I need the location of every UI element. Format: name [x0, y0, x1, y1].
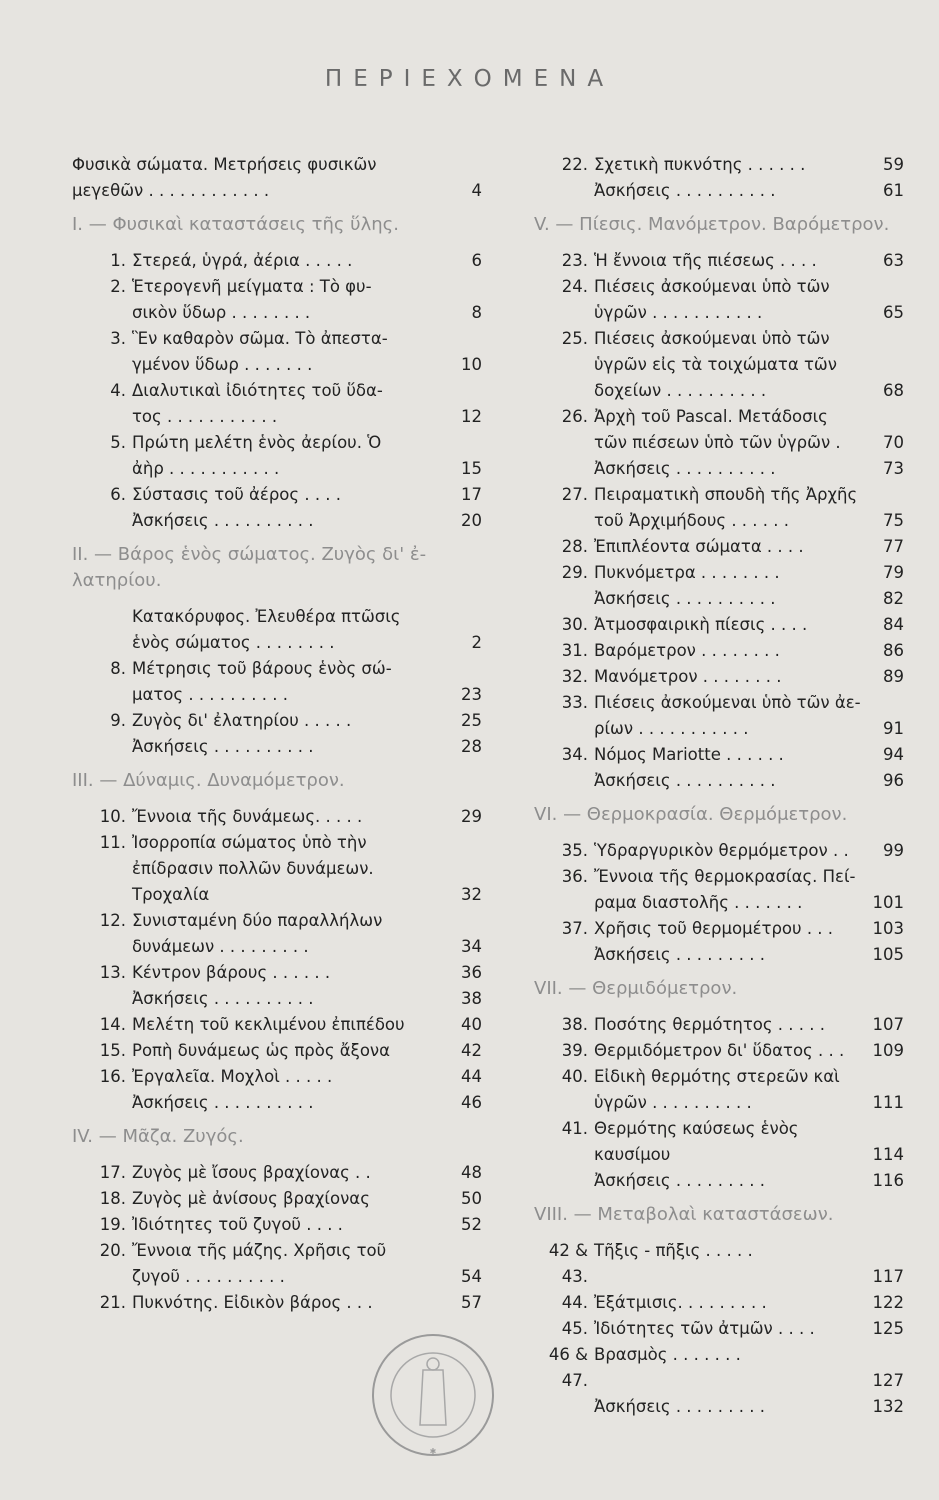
- entry-page-number: 38: [461, 989, 482, 1008]
- section-heading: II. — Βάρος ἑνὸς σώματος. Ζυγὸς δι' ἐ- λατηρίου.: [72, 544, 427, 591]
- entry-number: 10.: [99, 807, 126, 826]
- entry-title: Πιέσεις ἀσκούμεναι ὑπὸ τῶν ὑγρῶν εἰς τὰ τοιχώματα τῶν δοχείων . . . . . . . . . .: [594, 329, 837, 400]
- entry-title: Ἔννοια τῆς μάζης. Χρῆσις τοῦ ζυγοῦ . . . . . . . . . .: [132, 1241, 387, 1286]
- entry-number: 42 & 43.: [548, 1241, 588, 1286]
- toc-entry: [534, 1316, 904, 1342]
- entry-page-number: 70: [883, 433, 904, 452]
- entry-title: Ἰσορροπία σώματος ὑπὸ τὴν ἐπίδρασιν πολλῶν δυνάμεων. Τροχαλία: [132, 833, 374, 904]
- entry-page-number: 91: [883, 719, 904, 738]
- entry-title: Ἀσκήσεις . . . . . . . . . .: [594, 181, 776, 200]
- entry-title: Ἰδιότητες τοῦ ζυγοῦ . . . .: [132, 1215, 343, 1234]
- entry-number: 34.: [561, 745, 588, 764]
- entry-page-number: 86: [883, 641, 904, 660]
- entry-number: [72, 734, 132, 760]
- entry-page-number: 42: [461, 1041, 482, 1060]
- entry-page-number: 50: [461, 1189, 482, 1208]
- entry-title: Σχετικὴ πυκνότης . . . . . .: [594, 155, 806, 174]
- toc-entry: [72, 830, 482, 908]
- entry-number: 8.: [110, 659, 126, 678]
- entry-page-number: 17: [461, 485, 482, 504]
- entry-number: 28.: [561, 537, 588, 556]
- entry-number: 18.: [99, 1189, 126, 1208]
- toc-entry: [72, 152, 482, 204]
- entry-title: Ἰδιότητες τῶν ἀτμῶν . . . .: [594, 1319, 815, 1338]
- toc-entry: [534, 1038, 904, 1064]
- entry-number: [534, 942, 594, 968]
- toc-entry: [534, 1238, 904, 1290]
- entry-title: Ἀσκήσεις . . . . . . . . .: [594, 945, 765, 964]
- entry-title: Εἰδικὴ θερμότης στερεῶν καὶ ὑγρῶν . . . . . . . . . .: [594, 1067, 840, 1112]
- entry-number: 16.: [99, 1067, 126, 1086]
- entry-title: Διαλυτικαὶ ἰδιότητες τοῦ ὕδα- τος . . . . . . . . . . .: [132, 381, 383, 426]
- entry-page-number: 10: [461, 355, 482, 374]
- toc-entry: [534, 942, 904, 968]
- entry-title: Ἀσκήσεις . . . . . . . . . .: [132, 737, 314, 756]
- entry-page-number: 73: [883, 459, 904, 478]
- entry-number: 13.: [99, 963, 126, 982]
- toc-entry: [534, 152, 904, 178]
- entry-page-number: 107: [872, 1015, 904, 1034]
- toc-entry: [72, 986, 482, 1012]
- entry-page-number: 77: [883, 537, 904, 556]
- entry-page-number: 29: [461, 807, 482, 826]
- toc-entry: [72, 1090, 482, 1116]
- entry-title: Πυκνότης. Εἰδικὸν βάρος . . .: [132, 1293, 373, 1312]
- entry-number: [534, 178, 594, 204]
- toc-entry: [72, 656, 482, 708]
- page-title: ΠΕΡΙΕΧΟΜΕΝΑ: [324, 66, 615, 92]
- entry-number: 24.: [561, 277, 588, 296]
- toc-entry: [534, 690, 904, 742]
- entry-title: Κέντρον βάρους . . . . . .: [132, 963, 331, 982]
- entry-title: Φυσικὰ σώματα. Μετρήσεις φυσικῶν μεγεθῶν . . . . . . . . . . . .: [72, 155, 377, 200]
- entry-page-number: 65: [883, 303, 904, 322]
- entry-number: 44.: [561, 1293, 588, 1312]
- section-heading: VII. — Θερμιδόμετρον.: [534, 978, 738, 999]
- entry-page-number: 117: [872, 1267, 904, 1286]
- toc-entry: [72, 708, 482, 734]
- toc-entry: [534, 664, 904, 690]
- toc-entry: [72, 1238, 482, 1290]
- entry-title: Θερμιδόμετρον δι' ὕδατος . . .: [594, 1041, 845, 1060]
- entry-number: 6.: [110, 485, 126, 504]
- entry-page-number: 101: [872, 893, 904, 912]
- entry-number: [534, 1168, 594, 1194]
- entry-title: Σύστασις τοῦ ἀέρος . . . .: [132, 485, 342, 504]
- toc-entry: [72, 508, 482, 534]
- entry-title: Ἀσκήσεις . . . . . . . . . .: [594, 589, 776, 608]
- entry-title: Ζυγὸς δι' ἐλατηρίου . . . . .: [132, 711, 352, 730]
- entry-number: 23.: [561, 251, 588, 270]
- entry-number: 14.: [99, 1015, 126, 1034]
- entry-title: Ποσότης θερμότητος . . . . .: [594, 1015, 826, 1034]
- entry-page-number: 20: [461, 511, 482, 530]
- entry-number: [534, 586, 594, 612]
- entry-page-number: 44: [461, 1067, 482, 1086]
- toc-entry: [534, 1394, 904, 1420]
- toc-entry: [72, 1186, 482, 1212]
- entry-number: 22.: [561, 155, 588, 174]
- entry-number: 27.: [561, 485, 588, 504]
- entry-page-number: 103: [872, 919, 904, 938]
- entry-title: Ἀσκήσεις . . . . . . . . . .: [132, 989, 314, 1008]
- toc-entry: [534, 586, 904, 612]
- entry-page-number: 46: [461, 1093, 482, 1112]
- toc-entry: [534, 560, 904, 586]
- entry-page-number: 15: [461, 459, 482, 478]
- entry-title: Ὑδραργυρικὸν θερμόμετρον . .: [594, 841, 849, 860]
- entry-number: 38.: [561, 1015, 588, 1034]
- entry-title: Πρώτη μελέτη ἑνὸς ἀερίου. Ὁ ἀὴρ . . . . . . . . . . .: [132, 433, 382, 478]
- entry-title: Ἐργαλεῖα. Μοχλοὶ . . . . .: [132, 1067, 333, 1086]
- entry-page-number: 109: [872, 1041, 904, 1060]
- entry-number: [534, 1394, 594, 1420]
- entry-title: Πιέσεις ἀσκούμεναι ὑπὸ τῶν ἀε- ρίων . . . . . . . . . . .: [594, 693, 861, 738]
- entry-title: Ἀτμοσφαιρικὴ πίεσις . . . .: [594, 615, 808, 634]
- toc-entry: [534, 326, 904, 404]
- entry-page-number: 96: [883, 771, 904, 790]
- toc-entry: [534, 768, 904, 794]
- entry-title: Ζυγὸς μὲ ἀνίσους βραχίονας: [132, 1189, 370, 1208]
- entry-number: 30.: [561, 615, 588, 634]
- entry-page-number: 94: [883, 745, 904, 764]
- entry-number: 9.: [110, 711, 126, 730]
- section-heading: I. — Φυσικαὶ καταστάσεις τῆς ὕλης.: [72, 214, 399, 235]
- toc-entry: [534, 916, 904, 942]
- entry-title: Στερεά, ὑγρά, ἀέρια . . . . .: [132, 251, 353, 270]
- toc-entry: [534, 864, 904, 916]
- entry-title: Βαρόμετρον . . . . . . . .: [594, 641, 780, 660]
- entry-number: 15.: [99, 1041, 126, 1060]
- entry-page-number: 111: [872, 1093, 904, 1112]
- entry-page-number: 8: [471, 303, 482, 322]
- toc-entry: [72, 1064, 482, 1090]
- entry-page-number: 6: [471, 251, 482, 270]
- entry-title: Ἀσκήσεις . . . . . . . . .: [594, 1171, 765, 1190]
- entry-page-number: 36: [461, 963, 482, 982]
- entry-title: Μανόμετρον . . . . . . . .: [594, 667, 782, 686]
- entry-title: Τῆξις - πῆξις . . . . .: [594, 1241, 753, 1260]
- entry-title: Ζυγὸς μὲ ἴσους βραχίονας . .: [132, 1163, 371, 1182]
- entry-page-number: 114: [872, 1145, 904, 1164]
- section-heading: III. — Δύναμις. Δυναμόμετρον.: [72, 770, 345, 791]
- entry-number: 11.: [99, 833, 126, 852]
- entry-page-number: 59: [883, 155, 904, 174]
- toc-entry: [72, 1038, 482, 1064]
- entry-title: Ἀσκήσεις . . . . . . . . .: [594, 1397, 765, 1416]
- entry-number: [72, 604, 132, 656]
- toc-entry: [534, 1168, 904, 1194]
- entry-number: 46 & 47.: [548, 1345, 588, 1390]
- entry-number: 1.: [110, 251, 126, 270]
- entry-number: [534, 768, 594, 794]
- entry-title: Μέτρησις τοῦ βάρους ἑνὸς σώ- ματος . . . . . . . . . .: [132, 659, 392, 704]
- entry-number: 5.: [110, 433, 126, 452]
- entry-number: 17.: [99, 1163, 126, 1182]
- toc-entry: [72, 908, 482, 960]
- entry-number: 35.: [561, 841, 588, 860]
- entry-number: 45.: [561, 1319, 588, 1338]
- section-heading: VI. — Θερμοκρασία. Θερμόμετρον.: [534, 804, 848, 825]
- entry-title: Κατακόρυφος. Ἐλευθέρα πτῶσις ἑνὸς σώματος . . . . . . . .: [132, 607, 401, 652]
- entry-number: 39.: [561, 1041, 588, 1060]
- entry-number: 32.: [561, 667, 588, 686]
- entry-title: Συνισταμένη δύο παραλλήλων δυνάμεων . . . . . . . . .: [132, 911, 383, 956]
- toc-entry: [72, 378, 482, 430]
- entry-title: Ἡ ἔννοια τῆς πιέσεως . . . .: [594, 251, 817, 270]
- entry-title: Χρῆσις τοῦ θερμομέτρου . . .: [594, 919, 834, 938]
- toc-entry: [534, 482, 904, 534]
- entry-number: 33.: [561, 693, 588, 712]
- toc-entry: [534, 638, 904, 664]
- toc-entry: [534, 612, 904, 638]
- section-heading: VIII. — Μεταβολαὶ καταστάσεων.: [534, 1204, 834, 1225]
- svg-text:✱: ✱: [429, 1447, 437, 1456]
- entry-page-number: 116: [872, 1171, 904, 1190]
- toc-entry: [72, 804, 482, 830]
- entry-page-number: 75: [883, 511, 904, 530]
- entry-page-number: 79: [883, 563, 904, 582]
- toc-entry: [72, 326, 482, 378]
- entry-title: Ἀσκήσεις . . . . . . . . . .: [594, 459, 776, 478]
- entry-page-number: 132: [872, 1397, 904, 1416]
- entry-number: 3.: [110, 329, 126, 348]
- section-heading: IV. — Μᾶζα. Ζυγός.: [72, 1126, 244, 1147]
- entry-title: Πειραματικὴ σπουδὴ τῆς Ἀρχῆς τοῦ Ἀρχιμήδους . . . . . .: [594, 485, 858, 530]
- entry-number: [72, 986, 132, 1012]
- entry-number: 29.: [561, 563, 588, 582]
- toc-entry: [534, 1290, 904, 1316]
- entry-page-number: 2: [471, 633, 482, 652]
- toc-entry: [72, 1290, 482, 1316]
- entry-number: 2.: [110, 277, 126, 296]
- entry-page-number: 84: [883, 615, 904, 634]
- toc-entry: [534, 838, 904, 864]
- library-stamp-icon: [368, 1330, 498, 1460]
- entry-number: 36.: [561, 867, 588, 886]
- toc-entry: [534, 1064, 904, 1116]
- entry-title: Μελέτη τοῦ κεκλιμένου ἐπιπέδου: [132, 1015, 405, 1034]
- toc-right-column: [534, 152, 904, 1420]
- entry-number: 12.: [99, 911, 126, 930]
- entry-page-number: 40: [461, 1015, 482, 1034]
- entry-title: Νόμος Mariotte . . . . . .: [594, 745, 784, 764]
- entry-page-number: 12: [461, 407, 482, 426]
- entry-page-number: 125: [872, 1319, 904, 1338]
- toc-entry: [534, 456, 904, 482]
- toc-entry: [534, 1012, 904, 1038]
- entry-page-number: 68: [883, 381, 904, 400]
- entry-page-number: 89: [883, 667, 904, 686]
- entry-page-number: 32: [461, 885, 482, 904]
- entry-title: Πιέσεις ἀσκούμεναι ὑπὸ τῶν ὑγρῶν . . . . . . . . . . .: [594, 277, 830, 322]
- entry-page-number: 57: [461, 1293, 482, 1312]
- entry-number: 25.: [561, 329, 588, 348]
- entry-title: Ἓν καθαρὸν σῶμα. Τὸ ἀπεστα- γμένον ὕδωρ . . . . . . .: [132, 329, 388, 374]
- entry-number: 21.: [99, 1293, 126, 1312]
- toc-entry: [72, 960, 482, 986]
- entry-title: Ἐξάτμισις. . . . . . . . .: [594, 1293, 767, 1312]
- entry-title: Ἐπιπλέοντα σώματα . . . .: [594, 537, 804, 556]
- entry-page-number: 34: [461, 937, 482, 956]
- section-heading: V. — Πίεσις. Μανόμετρον. Βαρόμετρον.: [534, 214, 890, 235]
- toc-entry: [534, 1116, 904, 1168]
- entry-number: 31.: [561, 641, 588, 660]
- entry-page-number: 122: [872, 1293, 904, 1312]
- entry-page-number: 4: [471, 181, 482, 200]
- entry-title: Ἀρχὴ τοῦ Pascal. Μετάδοσις τῶν πιέσεων ὑπὸ τῶν ὑγρῶν .: [594, 407, 841, 452]
- entry-page-number: 99: [883, 841, 904, 860]
- entry-title: Ροπὴ δυνάμεως ὡς πρὸς ἄξονα: [132, 1041, 391, 1060]
- entry-page-number: 82: [883, 589, 904, 608]
- entry-page-number: 48: [461, 1163, 482, 1182]
- entry-page-number: 54: [461, 1267, 482, 1286]
- toc-entry: [72, 734, 482, 760]
- toc-entry: [72, 1212, 482, 1238]
- entry-title: Ἑτερογενῆ μείγματα : Τὸ φυ- σικὸν ὕδωρ . . . . . . . .: [132, 277, 372, 322]
- toc-entry: [534, 404, 904, 456]
- entry-page-number: 52: [461, 1215, 482, 1234]
- entry-number: 41.: [561, 1119, 588, 1138]
- entry-number: [72, 508, 132, 534]
- toc-left-column: [72, 152, 482, 1316]
- entry-number: 40.: [561, 1067, 588, 1086]
- toc-entry: [534, 274, 904, 326]
- entry-title: Ἀσκήσεις . . . . . . . . . .: [132, 511, 314, 530]
- entry-title: Ἔννοια τῆς θερμοκρασίας. Πεί- ραμα διαστολῆς . . . . . . .: [594, 867, 856, 912]
- entry-title: Πυκνόμετρα . . . . . . . .: [594, 563, 780, 582]
- toc-entry: [72, 482, 482, 508]
- toc-entry: [72, 430, 482, 482]
- toc-entry: [534, 178, 904, 204]
- entry-page-number: 28: [461, 737, 482, 756]
- toc-entry: [72, 1012, 482, 1038]
- entry-number: 19.: [99, 1215, 126, 1234]
- entry-number: [72, 1090, 132, 1116]
- entry-title: Ἔννοια τῆς δυνάμεως. . . . .: [132, 807, 363, 826]
- entry-page-number: 23: [461, 685, 482, 704]
- entry-number: 26.: [561, 407, 588, 426]
- entry-title: Ἀσκήσεις . . . . . . . . . .: [132, 1093, 314, 1112]
- entry-page-number: 105: [872, 945, 904, 964]
- toc-entry: [534, 742, 904, 768]
- toc-entry: [534, 248, 904, 274]
- toc-entry: [534, 1342, 904, 1394]
- entry-page-number: 127: [872, 1371, 904, 1390]
- entry-page-number: 25: [461, 711, 482, 730]
- entry-number: 20.: [99, 1241, 126, 1260]
- entry-title: Ἀσκήσεις . . . . . . . . . .: [594, 771, 776, 790]
- entry-number: 4.: [110, 381, 126, 400]
- entry-number: 37.: [561, 919, 588, 938]
- entry-number: [534, 456, 594, 482]
- toc-entry: [72, 604, 482, 656]
- entry-page-number: 61: [883, 181, 904, 200]
- toc-entry: [534, 534, 904, 560]
- toc-entry: [72, 1160, 482, 1186]
- entry-title: Βρασμὸς . . . . . . .: [594, 1345, 741, 1364]
- toc-entry: [72, 248, 482, 274]
- entry-title: Θερμότης καύσεως ἑνὸς καυσίμου: [594, 1119, 799, 1164]
- entry-page-number: 63: [883, 251, 904, 270]
- toc-entry: [72, 274, 482, 326]
